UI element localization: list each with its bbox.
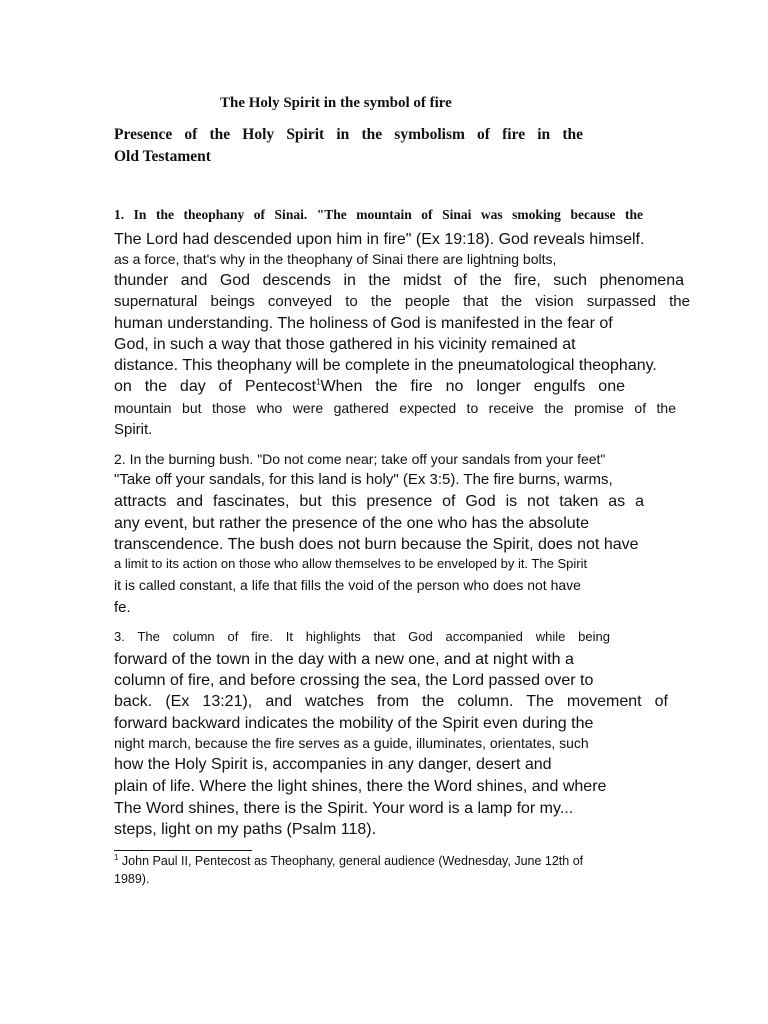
line-part: on the day of Pentecost xyxy=(114,378,317,395)
paragraph-line: The Lord had descended upon him in fire" (Ex 19:18). God reveals himself. xyxy=(114,231,645,248)
paragraph-line: as a force, that's why in the theophany of Sinai there are lightning bolts, xyxy=(114,251,557,267)
paragraph-line: plain of life. Where the light shines, there the Word shines, and where xyxy=(114,778,607,795)
paragraph-line: God, in such a way that those gathered in his vicinity remained at xyxy=(114,336,576,353)
paragraph-line: Spirit. xyxy=(114,421,153,438)
paragraph-line: "Take off your sandals, for this land is holy" (Ex 3:5). The fire burns, warms, xyxy=(114,471,613,488)
paragraph-line: mountain but those who were gathered expected to receive the promise of the xyxy=(114,400,676,416)
paragraph-line: attracts and fascinates, but this presence of God is not taken as a xyxy=(114,493,644,510)
document-title: The Holy Spirit in the symbol of fire xyxy=(220,95,452,111)
paragraph-line: The Word shines, there is the Spirit. Your word is a lamp for my... xyxy=(114,800,574,817)
paragraph-line: human understanding. The holiness of God is manifested in the fear of xyxy=(114,315,613,332)
line-part: When the fire no longer engulfs one xyxy=(320,378,625,395)
paragraph-line: any event, but rather the presence of the one who has the absolute xyxy=(114,515,589,532)
paragraph-line: thunder and God descends in the midst of the fire, such phenomena xyxy=(114,272,684,289)
footnote-divider xyxy=(114,850,252,851)
subtitle-line-2: Old Testament xyxy=(114,148,211,165)
paragraph-line xyxy=(114,378,625,396)
paragraph-line: forward backward indicates the mobility of the Spirit even during the xyxy=(114,715,594,732)
paragraph-line: it is called constant, a life that fills the void of the person who does not have xyxy=(114,577,581,593)
subtitle-line-1: Presence of the Holy Spirit in the symbolism of fire in the xyxy=(114,126,583,143)
paragraph-line: supernatural beings conveyed to the people that the vision surpassed the xyxy=(114,293,690,310)
footnote-number: 1 xyxy=(114,852,119,862)
paragraph-line: forward of the town in the day with a new one, and at night with a xyxy=(114,651,574,668)
footnote-text: John Paul II, Pentecost as Theophany, general audience (Wednesday, June 12th of xyxy=(118,854,584,868)
footnote-marker: 1 xyxy=(316,377,321,387)
paragraph-line: 3. The column of fire. It highlights that God accompanied while being xyxy=(114,629,610,644)
paragraph-line: steps, light on my paths (Psalm 118). xyxy=(114,821,377,838)
paragraph-line: distance. This theophany will be complete in the pneumatological theophany. xyxy=(114,357,657,374)
paragraph-line: transcendence. The bush does not burn because the Spirit, does not have xyxy=(114,536,639,553)
footnote-line xyxy=(114,854,583,868)
paragraph-line: column of fire, and before crossing the sea, the Lord passed over to xyxy=(114,672,594,689)
paragraph-line: fe. xyxy=(114,599,131,616)
paragraph-line: 2. In the burning bush. "Do not come near; take off your sandals from your feet" xyxy=(114,451,606,467)
section-heading: 1. In the theophany of Sinai. "The mountain of Sinai was smoking because the xyxy=(114,207,643,222)
paragraph-line: a limit to its action on those who allow themselves to be enveloped by it. The Spirit xyxy=(114,556,588,571)
paragraph-line: back. (Ex 13:21), and watches from the column. The movement of xyxy=(114,693,668,710)
footnote-line: 1989). xyxy=(114,872,150,886)
paragraph-line: how the Holy Spirit is, accompanies in any danger, desert and xyxy=(114,756,552,773)
paragraph-line: night march, because the fire serves as a guide, illuminates, orientates, such xyxy=(114,735,589,751)
